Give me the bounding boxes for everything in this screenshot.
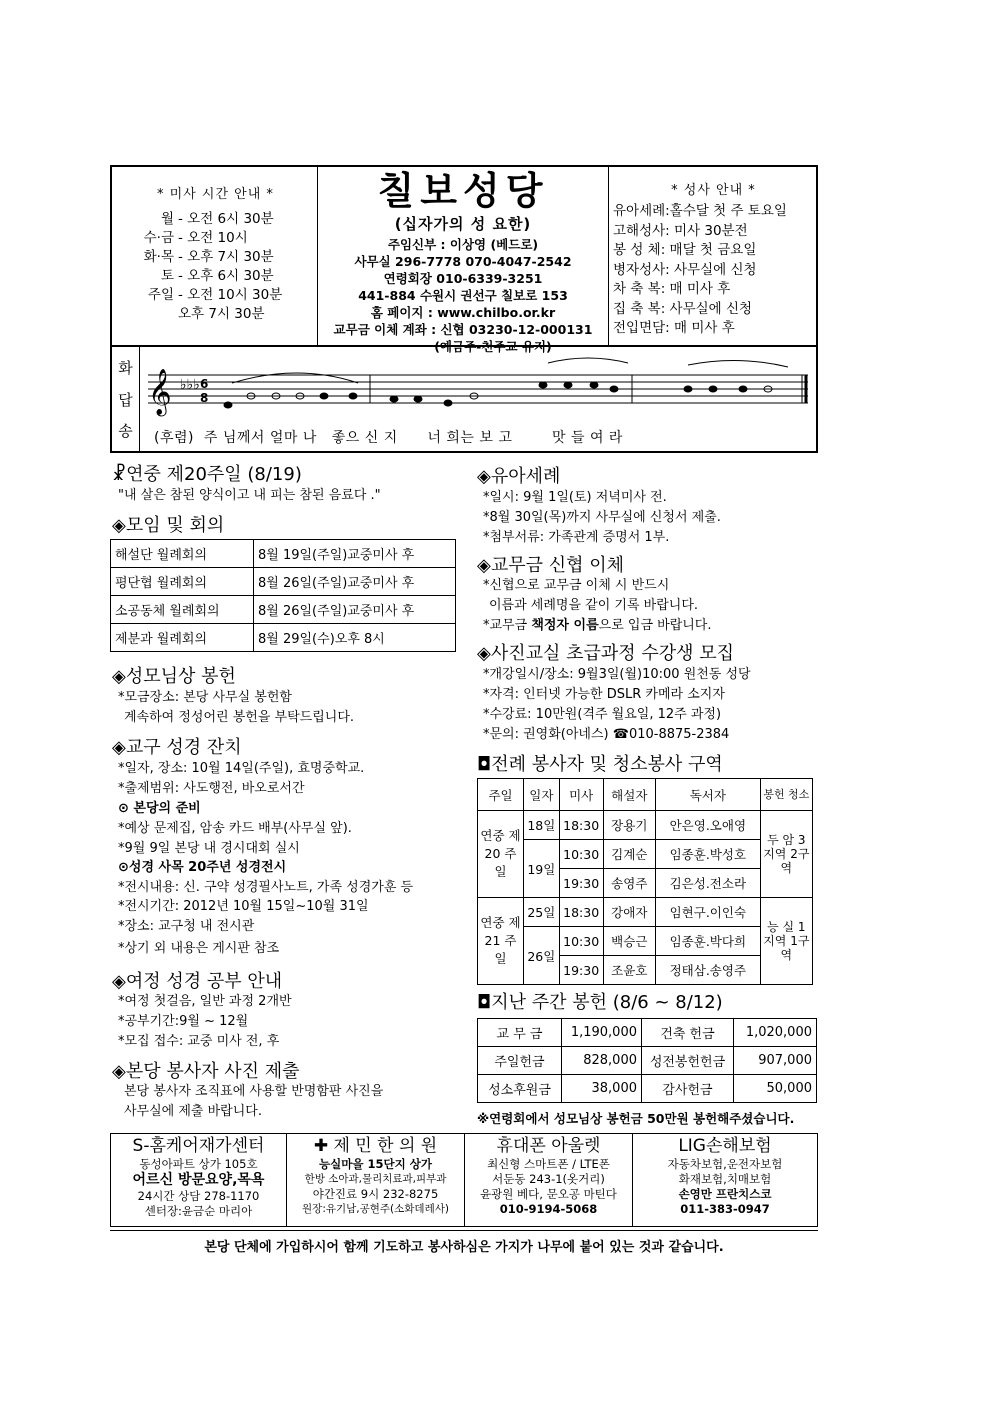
- photo-class-line: *수강료: 10만원(격주 월요일, 12주 과정): [483, 707, 722, 722]
- dues-line: *교무금 책정자 이름으로 입금 바랍니다.: [483, 618, 712, 633]
- table-row: 19:30 조윤호 정태삼.송영주: [478, 956, 813, 985]
- treble-clef-icon: 𝄞: [148, 369, 172, 415]
- photo-line: 사무실에 제출 바랍니다.: [124, 1104, 262, 1119]
- sacrament-row: 고해성사: 미사 30분전: [613, 222, 748, 239]
- table-row: 소공동체 월례회의 8월 26일(주일)교중미사 후: [111, 596, 456, 624]
- sacrament-row: 병자성사: 사무실에 신청: [613, 261, 757, 278]
- baptism-line: *일시: 9월 1일(토) 저녁미사 전.: [483, 490, 667, 505]
- council-phone: 연령회장 010-6339-3251: [383, 271, 543, 286]
- dues-line: *신협으로 교무금 이체 시 반드시: [483, 578, 670, 593]
- mass-schedule: [112, 167, 318, 345]
- mass-row: 월 - 오전 6시 30분: [160, 211, 274, 227]
- address: 441-884 수원시 권선구 칠보로 153: [358, 288, 568, 303]
- psalm-lyrics: (후렴) 주 님께서 얼마 나 좋으 신 지 너 희는 보 고 맛 들 여 라: [154, 430, 623, 446]
- svg-text:♭♭♭: ♭♭♭: [180, 377, 200, 393]
- baptism-line: *8월 30일(목)까지 사무실에 신청서 제출.: [483, 510, 721, 525]
- bible-study-title: ◈여정 성경 공부 안내: [112, 971, 283, 992]
- sacrament-row: 차 축 복: 매 미사 후: [613, 281, 731, 297]
- svg-text:6: 6: [200, 377, 209, 391]
- table-row: 19일 10:30 김계순 임종훈.박성호: [478, 840, 813, 869]
- photo-class-line: *문의: 권영화(아네스) ☎010-8875-2384: [483, 727, 730, 742]
- table-row: 26일 10:30 백승근 임종훈.박다희: [478, 927, 813, 956]
- office-phone: 사무실 296-7778 070-4047-2542: [354, 254, 572, 269]
- footer-divider: [110, 1230, 818, 1231]
- dues-transfer-title: ◈교무금 신협 이체: [477, 555, 625, 576]
- bible-line: *전시내용: 신. 구약 성경필사노트, 가족 성경가훈 등: [118, 880, 414, 895]
- study-line: *여정 첫걸음, 일반 과정 2개반: [118, 994, 292, 1009]
- study-line: *모집 접수: 교중 미사 전, 후: [118, 1034, 280, 1049]
- ad-homecare: S-홈케어재가센터 동성아파트 상가 105호 어르신 방문요양,목욕 24시간 상담 278-1170 센터장:윤금순 마리아: [111, 1134, 287, 1226]
- table-row: 연중 제21 주일 25일 18:30 강애자 임현구.이인숙 능 실 1지역 1구역: [478, 898, 813, 927]
- table-row: 연중 제20 주일 18일 18:30 장용기 안은영.오애영 두 암 3지역 2구역: [478, 811, 813, 840]
- sunday-title: ☧연중 제20주일 (8/19): [112, 464, 302, 485]
- bible-line: *상기 외 내용은 게시판 참조: [118, 941, 280, 956]
- sacrament-row: 봉 성 체: 매달 첫 금요일: [613, 242, 757, 258]
- dues-line: 이름과 세례명을 같이 기록 바랍니다.: [489, 598, 699, 613]
- photo-line: 본당 봉사자 조직표에 사용할 반명함판 사진을: [124, 1084, 384, 1099]
- meetings-table: [110, 539, 456, 652]
- bible-line: ⊙ 본당의 준비: [118, 801, 201, 816]
- baptism-line: *첨부서류: 가족관계 증명서 1부.: [483, 530, 670, 545]
- study-line: *공부기간:9월 ~ 12월: [118, 1014, 249, 1029]
- bible-line: *예상 문제집, 암송 카드 배부(사무실 앞).: [118, 821, 352, 836]
- offering-title: ◘지난 주간 봉헌 (8/6 ~ 8/12): [477, 992, 723, 1013]
- sacrament-info: [608, 167, 816, 345]
- homepage: 홈 페이지 : www.chilbo.or.kr: [370, 305, 556, 320]
- mass-row: 오후 7시 30분: [178, 306, 265, 322]
- meetings-title: ◈모임 및 회의: [112, 515, 225, 536]
- photo-class-line: *개강일시/장소: 9월3일(월)10:00 원천동 성당: [483, 667, 751, 682]
- parish-info: [318, 167, 608, 354]
- ad-clinic: ✚ 제 민 한 의 원 능실마을 15단지 상가 한방 소아과,물리치료과,피부과 야간진료 9시 232-8275 원장:유기남,공현주(소화데레사): [287, 1134, 465, 1226]
- parish-subtitle: (십자가의 성 요한): [394, 215, 532, 233]
- bible-line: *일자, 장소: 10월 14일(주일), 효명중학교.: [118, 761, 365, 776]
- table-row: 성소후원금 38,000 감사헌금 50,000: [478, 1075, 817, 1103]
- liturgy-service-table: [477, 778, 813, 985]
- bulletin-header: [110, 165, 818, 354]
- mary-line: *모금장소: 본당 사무실 봉헌함: [118, 690, 292, 705]
- section-icon: ◘: [477, 754, 492, 775]
- music-staff: [148, 353, 812, 425]
- pastor: 주임신부 : 이상영 (베드로): [387, 237, 539, 252]
- offering-note: ※연령회에서 성모님상 봉헌금 50만원 봉헌해주셨습니다.: [477, 1111, 795, 1126]
- table-row: 교 무 금 1,190,000 건축 헌금 1,020,000: [478, 1019, 817, 1047]
- table-row: 주일헌금 828,000 성전봉헌헌금 907,000: [478, 1047, 817, 1075]
- table-row: 평단협 월례회의 8월 26일(주일)교중미사 후: [111, 568, 456, 596]
- sacrament-row: 집 축 복: 사무실에 신청: [613, 300, 753, 317]
- sacrament-title: * 성사 안내 *: [671, 183, 756, 198]
- mass-row: 수·금 - 오전 10시: [143, 230, 248, 246]
- account: 교무금 이체 계좌 : 신협 03230-12-000131: [333, 322, 593, 337]
- ad-insurance: LIG손해보험 자동차보험,운전자보험 화재보험,치매보험 손영만 프란치스코 011-383-0947: [667, 1136, 783, 1216]
- section-icon: ◘: [477, 992, 492, 1013]
- sunday-quote: "내 살은 참된 양식이고 내 피는 참된 음료다 .": [118, 488, 381, 503]
- bible-line: *9월 9일 본당 내 경시대회 실시: [118, 841, 300, 856]
- liturgy-service-title: ◘전례 봉사자 및 청소봉사 구역: [477, 754, 723, 775]
- mary-statue-title: ◈성모님상 봉헌: [112, 666, 236, 687]
- responsorial-psalm: [110, 347, 818, 453]
- sacrament-row: 전입면담: 매 미사 후: [613, 320, 735, 336]
- psalm-label: 화 답 송: [112, 347, 140, 451]
- account-holder: (예금주-천주교 유지): [434, 339, 552, 354]
- bible-line: *출제범위: 사도행전, 바오로서간: [118, 781, 305, 796]
- sacrament-row: 유아세례:홀수달 첫 주 토요일: [613, 203, 787, 219]
- offering-table: [477, 1018, 817, 1103]
- photo-class-line: *자격: 인터넷 가능한 DSLR 카메라 소지자: [483, 687, 725, 702]
- parish-name: 칠보성당: [377, 168, 549, 213]
- bible-line: *장소: 교구청 내 전시관: [118, 919, 255, 934]
- bible-festival-title: ◈교구 성경 잔치: [112, 737, 242, 758]
- infant-baptism-title: ◈유아세례: [477, 466, 561, 487]
- photo-class-title: ◈사진교실 초급과정 수강생 모집: [477, 643, 735, 664]
- bible-line: *전시기간: 2012년 10월 15일~10월 31일: [118, 899, 369, 914]
- mass-schedule-title: * 미사 시간 안내 *: [157, 187, 274, 202]
- svg-text:8: 8: [200, 391, 209, 405]
- mass-row: 화·목 - 오후 7시 30분: [143, 249, 274, 265]
- advertisements: [110, 1133, 818, 1227]
- footer-message: 본당 단체에 가입하시어 함께 기도하고 봉사하심은 가지가 나무에 붙어 있는 것과 같습니다.: [204, 1240, 724, 1255]
- mass-row: 토 - 오후 6시 30분: [160, 268, 274, 284]
- table-row: 주일 일자 미사 해설자 독서자 봉헌 청소: [478, 779, 813, 811]
- table-row: 19:30 송영주 김은성.전소라: [478, 869, 813, 898]
- mass-row: 주일 - 오전 10시 30분: [147, 287, 283, 303]
- table-row: 해설단 월례회의 8월 19일(주일)교중미사 후: [111, 540, 456, 568]
- bible-line: ⊙성경 사목 20주년 성경전시: [118, 860, 287, 875]
- volunteer-photo-title: ◈본당 봉사자 사진 제출: [112, 1061, 300, 1082]
- table-row: 제분과 월례회의 8월 29일(수)오후 8시: [111, 624, 456, 652]
- mary-line: 계속하여 정성어린 봉헌을 부탁드립니다.: [124, 710, 355, 725]
- ad-phone-outlet: 휴대폰 아울렛 최신형 스마트폰 / LTE폰 서둔동 243-1(옷거리) 윤광원 베다, 문오공 마틴다 010-9194-5068: [465, 1134, 633, 1226]
